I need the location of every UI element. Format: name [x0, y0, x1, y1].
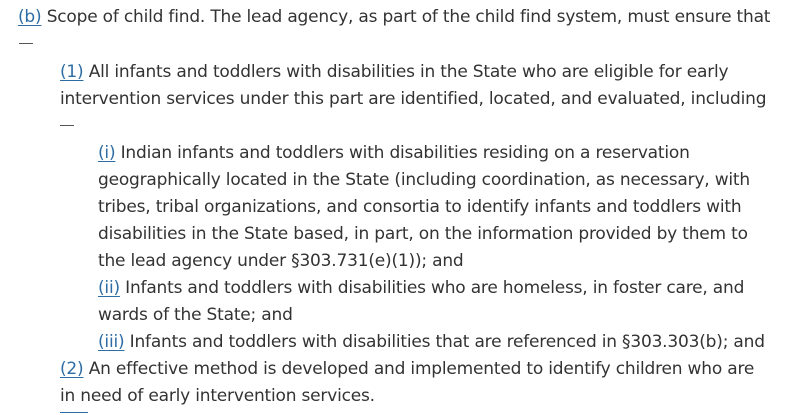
paragraph-i-line-4: [98, 221, 748, 247]
paragraph-iii-text-1: Infants and toddlers with disabilities that are referenced in §303.303(b); and: [129, 332, 765, 352]
paragraph-i-text-3: tribes, tribal organizations, and consortia to identify infants and toddlers with: [98, 197, 742, 217]
em-dash-1: [60, 125, 74, 126]
paragraph-ii-line-2: [98, 302, 293, 328]
paragraph-i-line-1: [98, 140, 690, 166]
em-dash-b: [19, 43, 33, 44]
paragraph-iii-ref-link[interactable]: (iii): [98, 332, 125, 352]
paragraph-i-line-5: [98, 248, 464, 274]
paragraph-i-ref-link[interactable]: (i): [98, 143, 116, 163]
paragraph-b-ref-link[interactable]: (b): [18, 7, 42, 27]
paragraph-1-line-2: [60, 86, 766, 112]
paragraph-i-line-3: [98, 194, 741, 220]
paragraph-i-line-2: [98, 167, 750, 193]
paragraph-b-text: Scope of child find. The lead agency, as part of the child find system, must ensure that: [46, 7, 771, 27]
paragraph-iii-line-1: [98, 329, 765, 355]
paragraph-i-text-2: geographically located in the State (including coordination, as necessary, with: [98, 170, 750, 190]
cut-off-link-underline: [60, 412, 88, 413]
paragraph-ii-text-2: wards of the State; and: [98, 305, 293, 325]
paragraph-1-ref-link[interactable]: (1): [60, 62, 84, 82]
paragraph-1-line-1: [60, 59, 728, 85]
paragraph-2-text-2: in need of early intervention services.: [60, 386, 375, 406]
paragraph-ii-ref-link[interactable]: (ii): [98, 278, 120, 298]
paragraph-2-text-1: An effective method is developed and implemented to identify children who are: [88, 359, 755, 379]
cut-off-next-line: [60, 403, 180, 415]
paragraph-ii-text-1: Infants and toddlers with disabilities who are homeless, in foster care, and: [125, 278, 745, 298]
paragraph-i-text-5: the lead agency under §303.731(e)(1)); and: [98, 251, 464, 271]
paragraph-1-text-2: intervention services under this part are identified, located, and evaluated, including: [60, 89, 767, 109]
paragraph-ii-line-1: [98, 275, 744, 301]
paragraph-b-line-1: [18, 4, 770, 30]
paragraph-i-text-1: Indian infants and toddlers with disabilities residing on a reservation: [120, 143, 690, 163]
paragraph-2-line-1: [60, 356, 754, 382]
paragraph-i-text-4: disabilities in the State based, in part, on the information provided by them to: [98, 224, 748, 244]
paragraph-2-ref-link[interactable]: (2): [60, 359, 84, 379]
paragraph-1-text-1: All infants and toddlers with disabilities in the State who are eligible for early: [88, 62, 729, 82]
